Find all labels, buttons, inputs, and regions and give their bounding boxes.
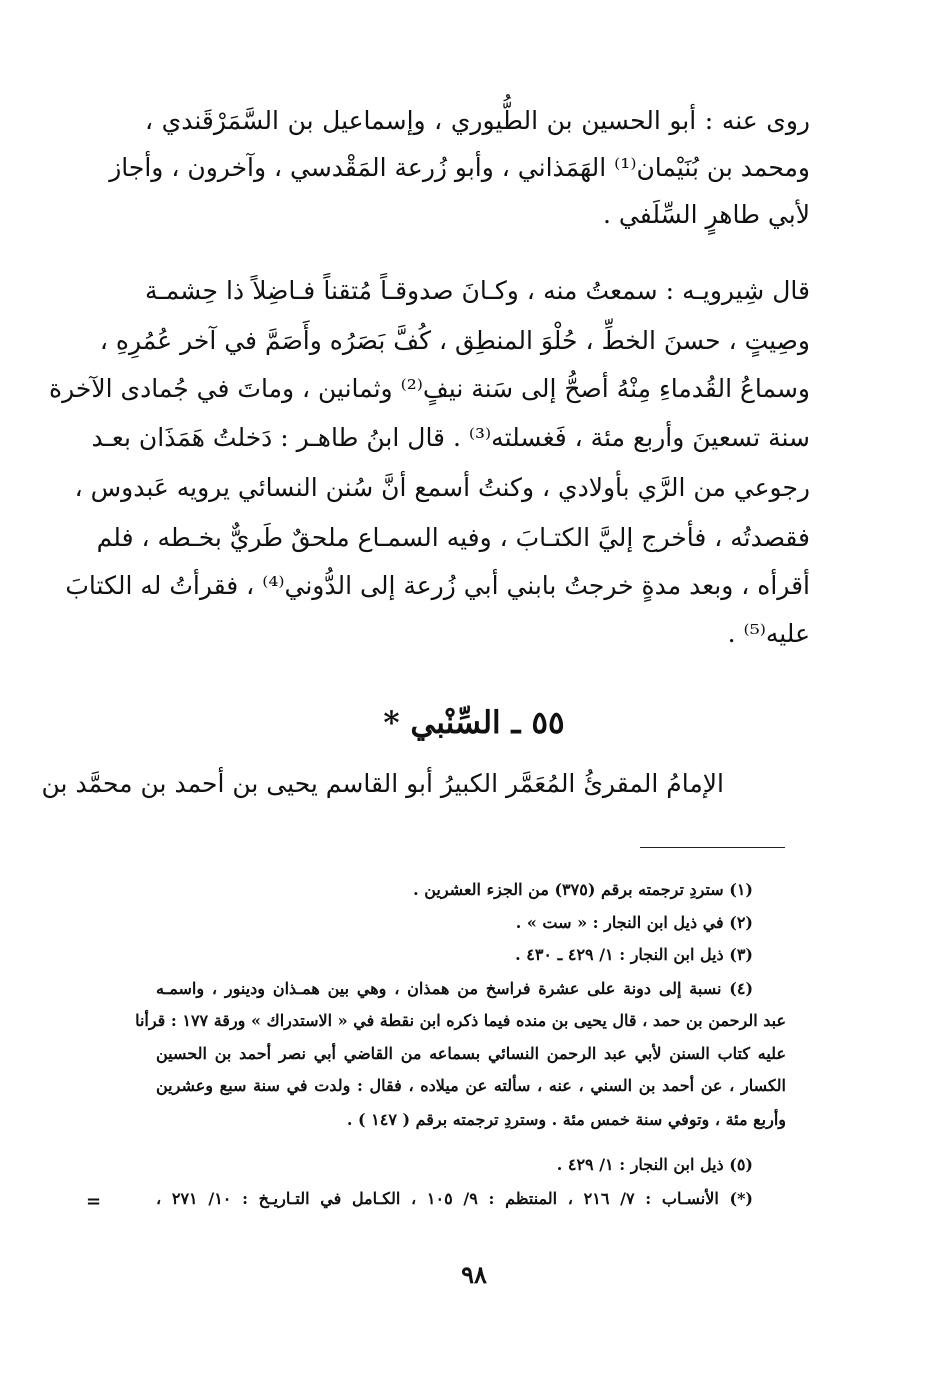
footnote-5: (٥) ذيل ابن النجار : ١/ ٤٢٩ . — [556, 1155, 753, 1174]
footnote-4-line: عبد الرحمن بن حمد ، قال يحيى بن منده فيما ذكره ابن نقطة في « الاستدراك » ورقة ١٧٧ : قرأنا — [135, 1011, 786, 1030]
page-number: ٩٨ — [461, 1260, 487, 1289]
body-line: لأبي طاهرٍ السِّلَفي . — [603, 200, 810, 229]
body-line: قال شِيرويـه : سمعتُ منه ، وكـانَ صدوقـاً مُتقناً فـاضِلاً ذا حِشمـة — [145, 276, 810, 305]
footnote-star: (*) الأنسـاب : ٧/ ٢١٦ ، المنتظم : ٩/ ١٠٥ ، الكـامل في التـاريـخ : ١٠/ ٢٧١ ، — [156, 1189, 754, 1208]
body-line: عليه⁽⁵⁾ . — [727, 619, 810, 648]
footnote-separator — [640, 847, 785, 848]
footnote-4-line: وأربع مئة ، وتوفي سنة خمس مئة . وستردِ ترجمته برقم ( ١٤٧ ) . — [346, 1110, 786, 1129]
footnote-4-line: عليه كتاب السنن لأبي عبد الرحمن النسائي بسماعه من القاضي أبي نصر أحمد بن الحسين — [156, 1044, 786, 1063]
body-line: روى عنه : أبو الحسين بن الطُّيوري ، وإسماعيل بن السَّمَرْقَندي ، — [145, 106, 810, 135]
body-line: ومحمد بن بُنَيْمان⁽¹⁾ الهَمَذاني ، وأبو زُرعة المَقْدسي ، وآخرون ، وأجاز — [109, 153, 810, 182]
body-line: رجوعي من الرَّي بأولادي ، وكنتُ أسمع أنَّ سُنن النسائي يرويه عَبدوس ، — [74, 473, 810, 502]
footnote-1: (١) ستردِ ترجمته برقم (٣٧٥) من الجزء العشرين . — [413, 880, 753, 899]
footnote-3: (٣) ذيل ابن النجار : ١/ ٤٢٩ ـ ٤٣٠ . — [515, 945, 753, 964]
body-line: أقرأه ، وبعد مدةٍ خرجتُ بابني أبي زُرعة إلى الدُّوني⁽⁴⁾ ، فقرأتُ له الكتابَ — [65, 571, 810, 600]
continuation-mark: = — [86, 1191, 102, 1212]
body-line: فقصدتُه ، فأخرج إليَّ الكتـابَ ، وفيه السمـاع ملحقٌ طَريٌّ بخـطه ، فلم — [96, 523, 810, 552]
footnote-2: (٢) في ذيل ابن النجار : « ست » . — [515, 913, 753, 932]
section-heading: ٥٥ ـ السِّنْبي * — [383, 705, 565, 741]
body-line: وسماعُ القُدماءِ مِنْهُ أصحُّ إلى سَنة نيفٍ⁽²⁾ وثمانين ، وماتَ في جُمادى الآخرة — [49, 374, 810, 403]
footnote-4-line: (٤) نسبة إلى دونة على عشرة فراسخ من همذان ، وهي بين همـذان ودينور ، واسمـه — [156, 979, 754, 998]
body-line: سنة تسعينَ وأربع مئة ، فَغسلته⁽³⁾ . قال ابنُ طاهـر : دَخلتُ هَمَذَان بعـد — [91, 423, 810, 452]
body-line: الإمامُ المقرئُ المُعَمَّر الكبيرُ أبو القاسم يحيى بن أحمد بن محمَّد بن — [41, 769, 724, 798]
footnote-4-line: الكسار ، عن أحمد بن السني ، عنه ، سألته عن ميلاده ، فقال : ولدت في سنة سبع وعشرين — [156, 1076, 786, 1095]
body-line: وصِيتٍ ، حسنَ الخطِّ ، حُلْوَ المنطِق ، كُفَّ بَصَرُه وأَصَمَّ في آخر عُمُرِهِ ، — [99, 326, 810, 355]
